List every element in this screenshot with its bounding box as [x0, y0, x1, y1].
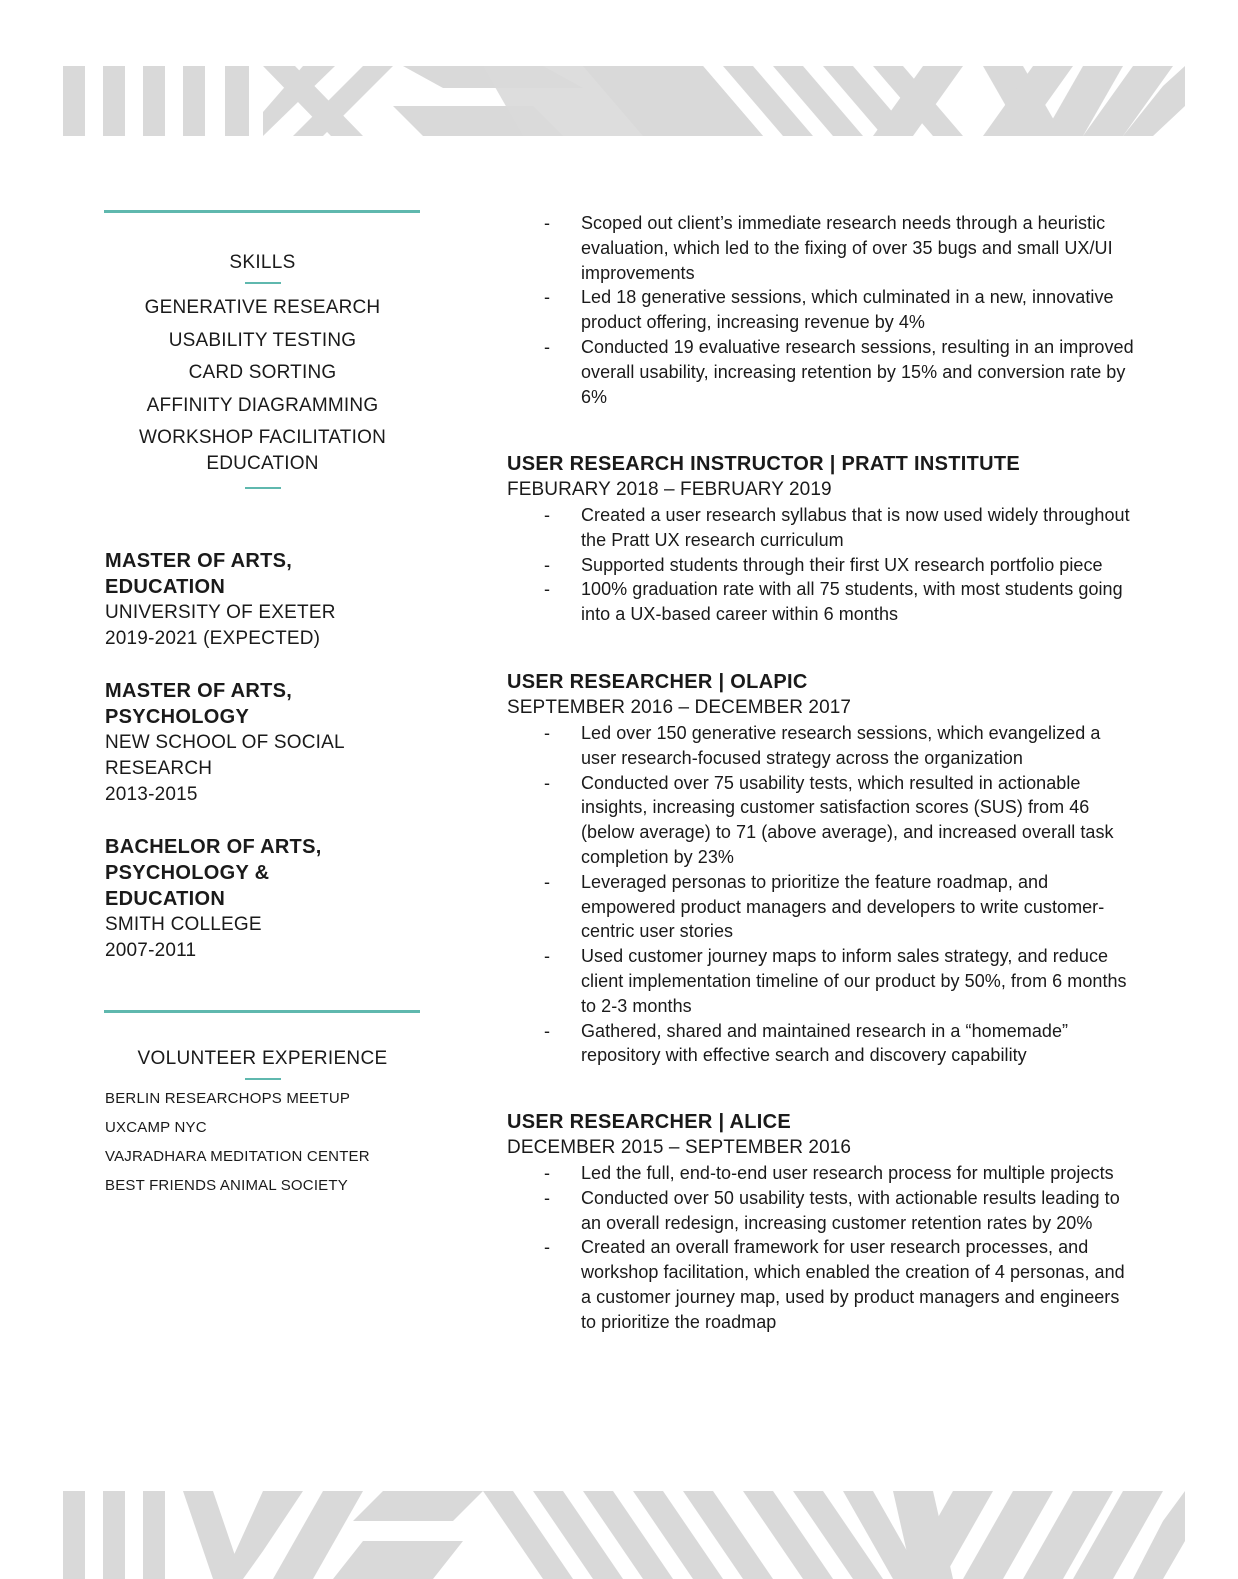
volunteer-heading-divider	[245, 1078, 281, 1080]
degree-title: EDUCATION	[105, 888, 226, 910]
school-name: SMITH COLLEGE	[105, 914, 262, 935]
bullet-item: - Conducted 19 evaluative research sessions, resulting in an improved overall usability, increasing retention by 15% and conversion rate by 6%	[507, 335, 1147, 409]
degree-title: MASTER OF ARTS,	[105, 550, 293, 572]
bullet-item: - Led over 150 generative research sessions, which evangelized a user research-focused strategy across the organization	[507, 721, 1147, 771]
skill-item: AFFINITY DIAGRAMMING	[146, 394, 379, 416]
bullet-item: - Conducted over 75 usability tests, which resulted in actionable insights, increasing customer satisfaction scores (SUS) from 46 (below average) to 71 (above average), and increased overall task completion by 23%	[507, 771, 1147, 870]
bullet-list	[507, 1161, 1147, 1335]
bullet-list	[507, 211, 1147, 409]
continued-job-bullets	[507, 211, 1147, 409]
skills-top-rule	[104, 210, 420, 213]
volunteer-item: BERLIN RESEARCHOPS MEETUP	[105, 1090, 351, 1107]
degree-title: MASTER OF ARTS,	[105, 680, 293, 702]
top-decorative-banner	[63, 66, 1185, 136]
degree-title: PSYCHOLOGY &	[105, 862, 270, 884]
job-entry	[507, 1109, 1147, 1335]
degree-title: PSYCHOLOGY	[105, 706, 250, 728]
school-name: NEW SCHOOL OF SOCIAL	[105, 732, 345, 753]
bullet-item: - Created a user research syllabus that is now used widely throughout the Pratt UX research curriculum	[507, 503, 1147, 553]
school-name: RESEARCH	[105, 758, 213, 779]
job-title: USER RESEARCHER | ALICE	[507, 1111, 792, 1133]
education-dates: 2007-2011	[105, 940, 197, 961]
bullet-item: - Leveraged personas to prioritize the feature roadmap, and empowered product managers and developers to write customer-centric user stories	[507, 870, 1147, 944]
job-title: USER RESEARCHER | OLAPIC	[507, 671, 808, 693]
degree-title: EDUCATION	[105, 576, 226, 598]
education-entry	[105, 678, 420, 808]
bullet-item: - Used customer journey maps to inform sales strategy, and reduce client implementation timeline of our product by 50%, from 6 months to 2-3 months	[507, 944, 1147, 1018]
skills-bottom-divider	[245, 487, 281, 489]
skills-heading: SKILLS	[229, 252, 296, 273]
stripe-pattern-graphic	[63, 66, 1185, 136]
skill-item: CARD SORTING	[188, 362, 337, 383]
bottom-decorative-banner	[63, 1491, 1185, 1579]
volunteer-top-rule	[104, 1010, 420, 1013]
volunteer-item: UXCAMP NYC	[105, 1119, 207, 1136]
stripe-pattern-graphic	[63, 1491, 1185, 1579]
skill-item: WORKSHOP FACILITATION	[138, 427, 386, 448]
volunteer-item: BEST FRIENDS ANIMAL SOCIETY	[105, 1177, 348, 1194]
skill-item: GENERATIVE RESEARCH	[144, 297, 381, 318]
bullet-list	[507, 503, 1147, 627]
degree-title: BACHELOR OF ARTS,	[105, 836, 322, 858]
job-dates: FEBURARY 2018 – FEBRUARY 2019	[507, 479, 832, 500]
bullet-list	[507, 721, 1147, 1068]
job-dates: SEPTEMBER 2016 – DECEMBER 2017	[507, 697, 852, 718]
school-name: UNIVERSITY OF EXETER	[105, 602, 336, 623]
skill-item: EDUCATION	[206, 452, 319, 474]
education-dates: 2019-2021 (EXPECTED)	[105, 628, 321, 649]
education-entry	[105, 548, 420, 652]
education-dates: 2013-2015	[105, 784, 198, 805]
skill-item: USABILITY TESTING	[168, 329, 357, 351]
volunteer-heading: VOLUNTEER EXPERIENCE	[137, 1048, 388, 1069]
bullet-item: - Created an overall framework for user research processes, and workshop facilitation, which enabled the creation of 4 personas, and a customer journey map, used by product managers and engineers to prioritize the roadmap	[507, 1235, 1147, 1334]
bullet-item: - Supported students through their first UX research portfolio piece	[507, 553, 1147, 578]
skills-heading-divider	[245, 282, 281, 284]
volunteer-section	[105, 1046, 420, 1200]
bullet-item: - 100% graduation rate with all 75 students, with most students going into a UX-based career within 6 months	[507, 577, 1147, 627]
bullet-item: - Scoped out client’s immediate research needs through a heuristic evaluation, which led to the fixing of over 35 bugs and small UX/UI improvements	[507, 211, 1147, 285]
bullet-item: - Led 18 generative sessions, which culminated in a new, innovative product offering, increasing revenue by 4%	[507, 285, 1147, 335]
bullet-item: - Conducted over 50 usability tests, with actionable results leading to an overall redesign, increasing customer retention rates by 20%	[507, 1186, 1147, 1236]
education-section	[105, 548, 420, 990]
job-title: USER RESEARCH INSTRUCTOR | PRATT INSTITUTE	[507, 453, 1021, 475]
job-entry	[507, 451, 1147, 627]
volunteer-item: VAJRADHARA MEDITATION CENTER	[105, 1148, 370, 1165]
bullet-item: - Gathered, shared and maintained research in a “homemade” repository with effective search and discovery capability	[507, 1019, 1147, 1069]
job-dates: DECEMBER 2015 – SEPTEMBER 2016	[507, 1137, 852, 1158]
job-entry	[507, 669, 1147, 1068]
skills-section	[105, 250, 420, 497]
bullet-item: - Led the full, end-to-end user research process for multiple projects	[507, 1161, 1147, 1186]
education-entry	[105, 834, 420, 964]
